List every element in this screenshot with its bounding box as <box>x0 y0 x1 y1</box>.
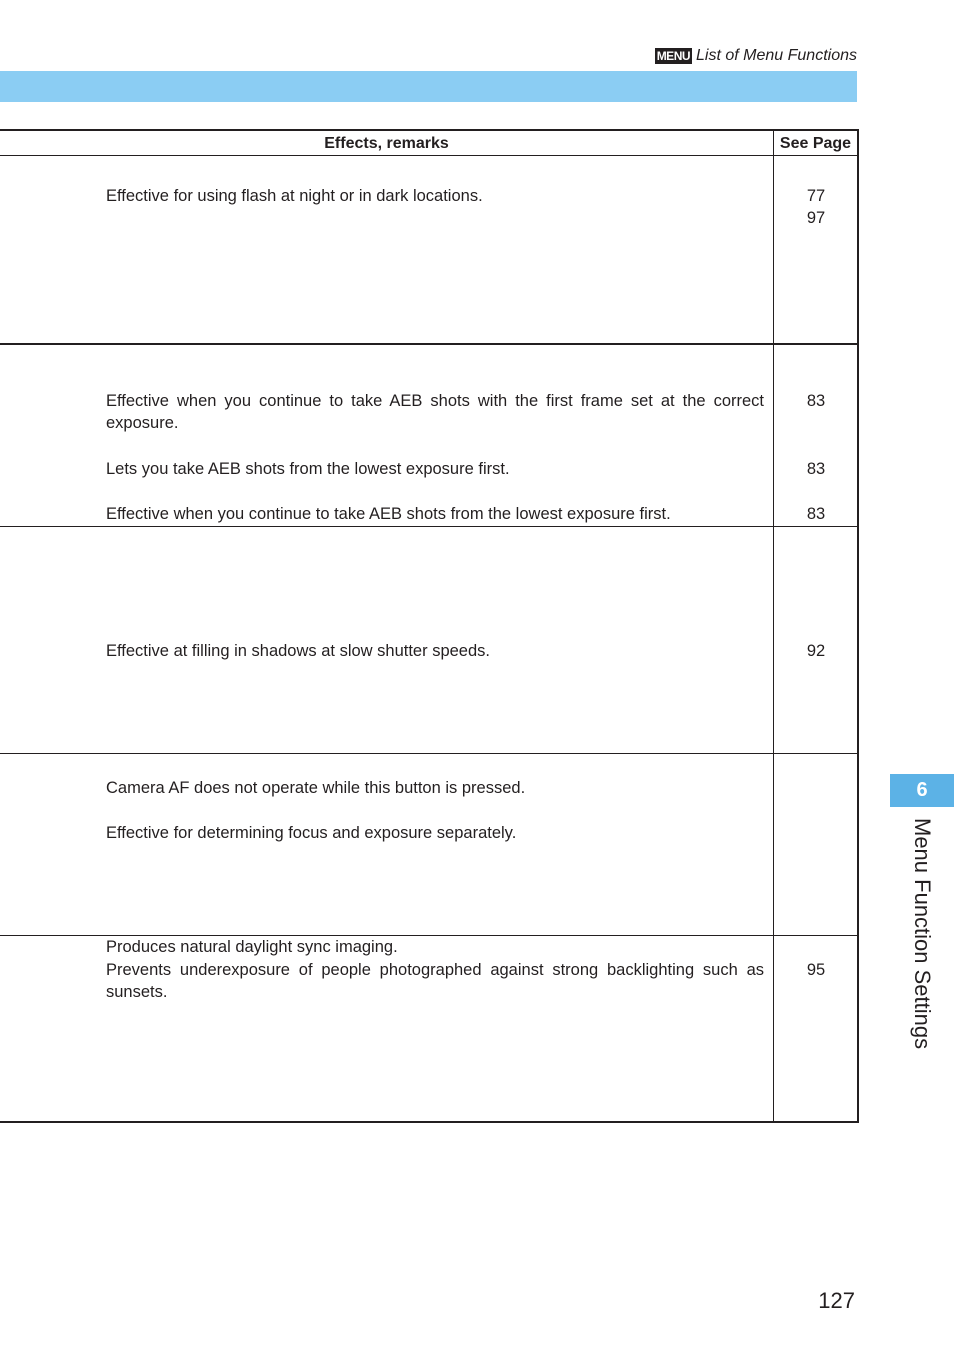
page-ref: 92 <box>806 642 826 660</box>
page-ref: 83 <box>806 392 826 410</box>
section-title: List of Menu Functions <box>696 47 857 64</box>
page-ref: 95 <box>806 961 826 979</box>
menu-icon: MENU <box>656 49 691 63</box>
effect-aeb-lowest-first: Lets you take AEB shots from the lowest exposure first. <box>106 460 510 478</box>
effect-backlight: Prevents underexposure of people photographed against strong backlighting such as sunsets. <box>106 961 764 1001</box>
page-ref: 97 <box>806 209 826 227</box>
effect-fill-shadows: Effective at filling in shadows at slow shutter speeds. <box>106 642 490 660</box>
menu-functions-table <box>0 129 859 1123</box>
row-divider <box>0 343 857 345</box>
column-header-effects: Effects, remarks <box>324 135 449 152</box>
page-number: 127 <box>818 1288 855 1313</box>
row-divider <box>0 753 857 754</box>
column-header-see-page: See Page <box>779 135 852 152</box>
row-divider <box>0 526 857 527</box>
chapter-tab: 6 <box>890 774 954 807</box>
effect-daylight-sync: Produces natural daylight sync imaging. <box>106 938 398 956</box>
page-ref: 83 <box>806 460 826 478</box>
effect-aeb-correct-first: Effective when you continue to take AEB shots with the first frame set at the correct exposure. <box>106 392 764 432</box>
header-divider <box>0 155 857 156</box>
section-color-band <box>0 71 857 102</box>
page-ref: 83 <box>806 505 826 523</box>
effect-focus-exposure: Effective for determining focus and exposure separately. <box>106 824 517 842</box>
effect-aeb-continue-lowest: Effective when you continue to take AEB shots from the lowest exposure first. <box>106 505 671 523</box>
page-ref: 77 <box>806 187 826 205</box>
effect-af-button: Camera AF does not operate while this button is pressed. <box>106 779 526 797</box>
running-header <box>655 45 857 67</box>
chapter-title: Menu Function Settings <box>910 818 935 1050</box>
effect-flash-night: Effective for using flash at night or in dark locations. <box>106 187 483 205</box>
